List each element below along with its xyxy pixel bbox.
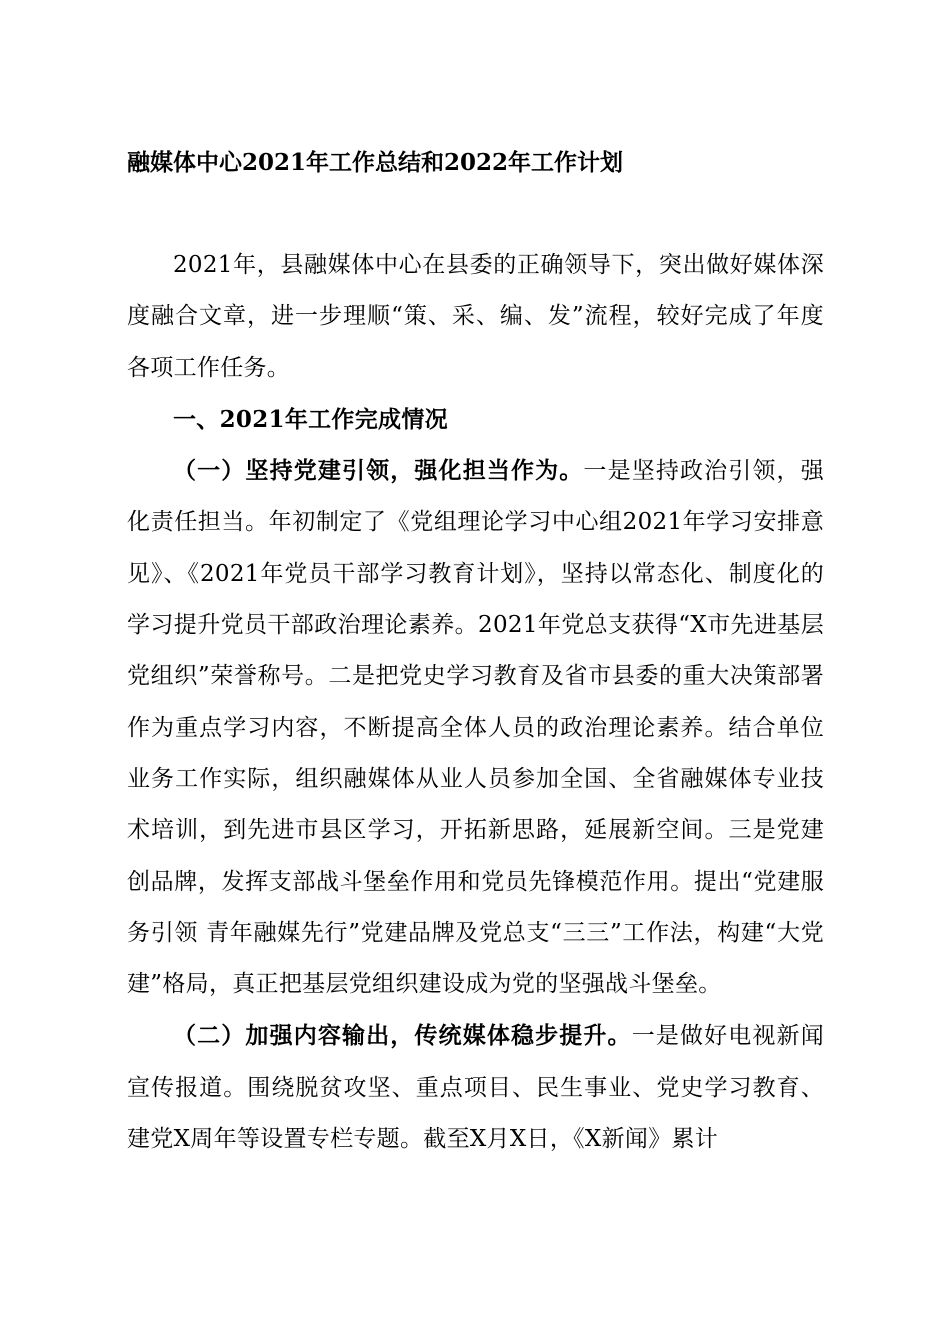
document-title: 融媒体中心2021年工作总结和2022年工作计划 <box>127 149 624 176</box>
item-2-lead: （二）加强内容输出，传统媒体稳步提升。 <box>173 1022 632 1050</box>
section-heading: 一、2021年工作完成情况 <box>173 405 448 433</box>
item-1-text: 一是坚持政治引领，强化责任担当。年初制定了《党组理论学习中心组2021年学习安排意见》、《2021年党员干部学习教育计划》，坚持以常态化、制度化的学习提升党员干部政治理论素养。2021年党总支获得“X市先进基层党组织”荣誉称号。二是把党史学习教育及省市县委的重大决策部署作为重点学习内容，不断提高全体人员的政治理论素养。结合单位业务工作实际，组织融媒体从业人员参加全国、全省融媒体专业技术培训，到先进市县区学习，开拓新思路，延展新空间。三是党建创品牌，发挥支部战斗堡垒作用和党员先锋模范作用。提出“党建服务引领 青年融媒先行”党建品牌及党总支“三三”工作法，构建“大党建”格局，真正把基层党组织建设成为党的坚强战斗堡垒。 <box>127 458 824 998</box>
item-1-paragraph <box>127 445 824 1010</box>
item-2-paragraph <box>127 1010 824 1165</box>
item-1-lead: （一）坚持党建引领，强化担当作为。 <box>173 457 584 485</box>
intro-paragraph: 2021年，县融媒体中心在县委的正确领导下，突出做好媒体深度融合文章，进一步理顺“策、采、编、发”流程，较好完成了年度各项工作任务。 <box>127 252 824 381</box>
document-body <box>127 240 824 1165</box>
item-2-text: 一是做好电视新闻宣传报道。围绕脱贫攻坚、重点项目、民生事业、党史学习教育、建党X周年等设置专栏专题。截至X月X日，《X新闻》累计 <box>127 1023 824 1153</box>
